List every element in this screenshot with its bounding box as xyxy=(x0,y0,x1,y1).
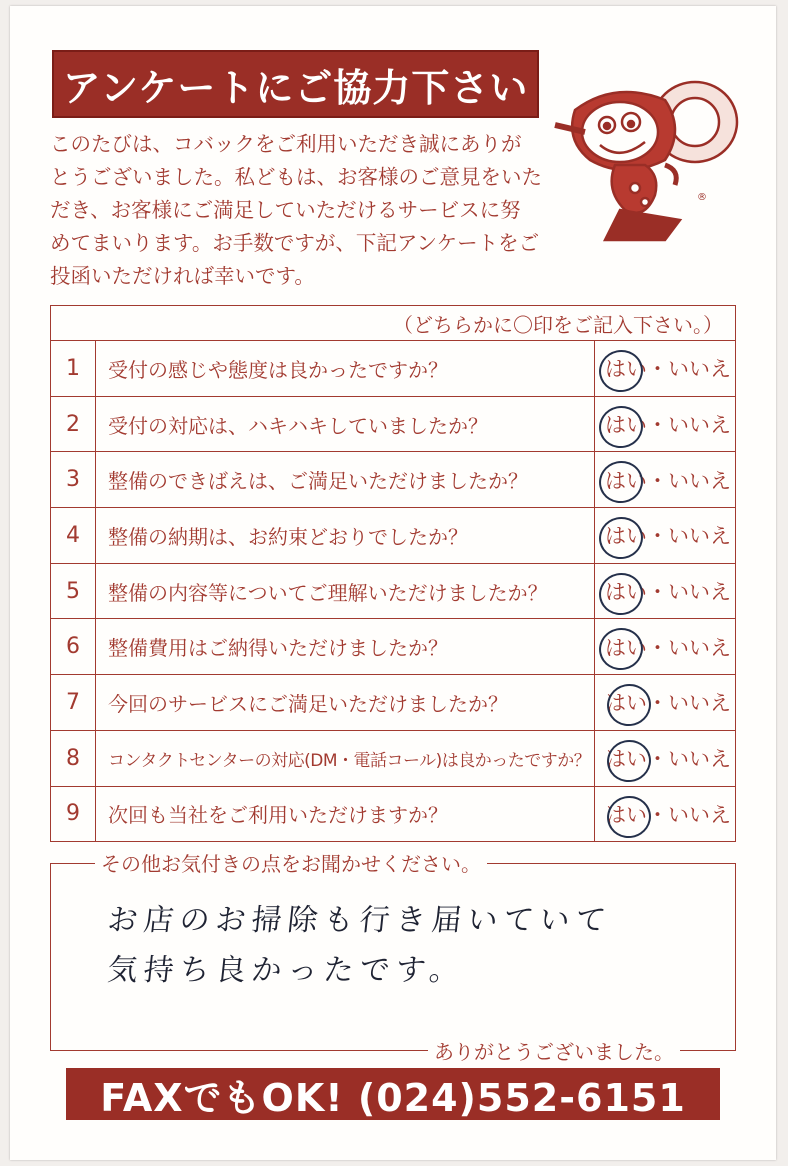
answer-choice[interactable] xyxy=(595,341,735,396)
answer-label: はい・いいえ xyxy=(605,413,731,438)
question-number: 9 xyxy=(51,787,96,842)
answer-label: はい・いいえ xyxy=(605,580,731,605)
question-number: 7 xyxy=(51,675,96,730)
intro-line: 投函いただければ幸いです。 xyxy=(50,264,315,288)
answer-choice[interactable] xyxy=(595,787,735,842)
handwritten-comment-line: お店のお掃除も行き届いていて xyxy=(105,903,614,938)
question-number: 5 xyxy=(51,564,96,619)
answer-label: はい・いいえ xyxy=(605,747,731,772)
mascot-character-icon xyxy=(545,70,750,250)
question-number: 8 xyxy=(51,731,96,786)
answer-choice[interactable] xyxy=(595,675,735,730)
survey-table xyxy=(50,305,736,842)
question-row xyxy=(51,731,735,787)
question-row xyxy=(51,675,735,731)
answer-choice[interactable] xyxy=(595,452,735,507)
question-row xyxy=(51,787,735,842)
fax-banner: FAXでもOK! (024)552-6151 xyxy=(66,1068,720,1120)
question-number: 1 xyxy=(51,341,96,396)
question-text: 今回のサービスにご満足いただけましたか？ xyxy=(96,675,595,730)
question-text: 整備費用はご納得いただけましたか？ xyxy=(96,619,595,674)
answer-label: はい・いいえ xyxy=(605,635,731,660)
question-row xyxy=(51,564,735,620)
question-text: 整備の納期は、お約束どおりでしたか？ xyxy=(96,508,595,563)
question-text: コンタクトセンターの対応(DM・電話コール)は良かったですか？ xyxy=(96,731,595,786)
intro-line: めてまいります。お手数ですが、下記アンケートをご xyxy=(50,231,540,255)
question-text: 整備の内容等についてご理解いただけましたか？ xyxy=(96,564,595,619)
intro-line: このたびは、コバックをご利用いただき誠にありが xyxy=(50,132,522,156)
survey-title: アンケートにご協力下さい xyxy=(52,50,539,118)
answer-label: はい・いいえ xyxy=(605,524,731,549)
comment-heading: その他お気付きの点をお聞かせください。 xyxy=(95,848,487,877)
question-row xyxy=(51,341,735,397)
answer-label: はい・いいえ xyxy=(605,357,731,382)
answer-label: はい・いいえ xyxy=(605,468,731,493)
intro-text xyxy=(50,128,550,293)
question-text: 受付の感じや態度は良かったですか？ xyxy=(96,341,595,396)
intro-line: とうございました。私どもは、お客様のご意見をいた xyxy=(50,165,542,189)
thank-you-text: ありがとうございました。 xyxy=(428,1036,680,1065)
handwritten-comment-line: 気持ち良かったです。 xyxy=(105,953,468,988)
intro-line: だき、お客様にご満足していただけるサービスに努 xyxy=(50,198,521,222)
question-text: 整備のできばえは、ご満足いただけましたか？ xyxy=(96,452,595,507)
trademark-symbol: ® xyxy=(697,192,707,203)
answer-label: はい・いいえ xyxy=(605,802,731,827)
question-row xyxy=(51,397,735,453)
question-text: 次回も当社をご利用いただけますか？ xyxy=(96,787,595,842)
question-row xyxy=(51,508,735,564)
question-number: 6 xyxy=(51,619,96,674)
question-text: 受付の対応は、ハキハキしていましたか？ xyxy=(96,397,595,452)
table-instruction: （どちらかに〇印をご記入下さい。） xyxy=(51,306,735,341)
question-number: 4 xyxy=(51,508,96,563)
question-row xyxy=(51,619,735,675)
answer-choice[interactable] xyxy=(595,619,735,674)
answer-choice[interactable] xyxy=(595,731,735,786)
answer-choice[interactable] xyxy=(595,564,735,619)
question-number: 2 xyxy=(51,397,96,452)
question-row xyxy=(51,452,735,508)
answer-label: はい・いいえ xyxy=(605,691,731,716)
answer-choice[interactable] xyxy=(595,397,735,452)
question-number: 3 xyxy=(51,452,96,507)
answer-choice[interactable] xyxy=(595,508,735,563)
